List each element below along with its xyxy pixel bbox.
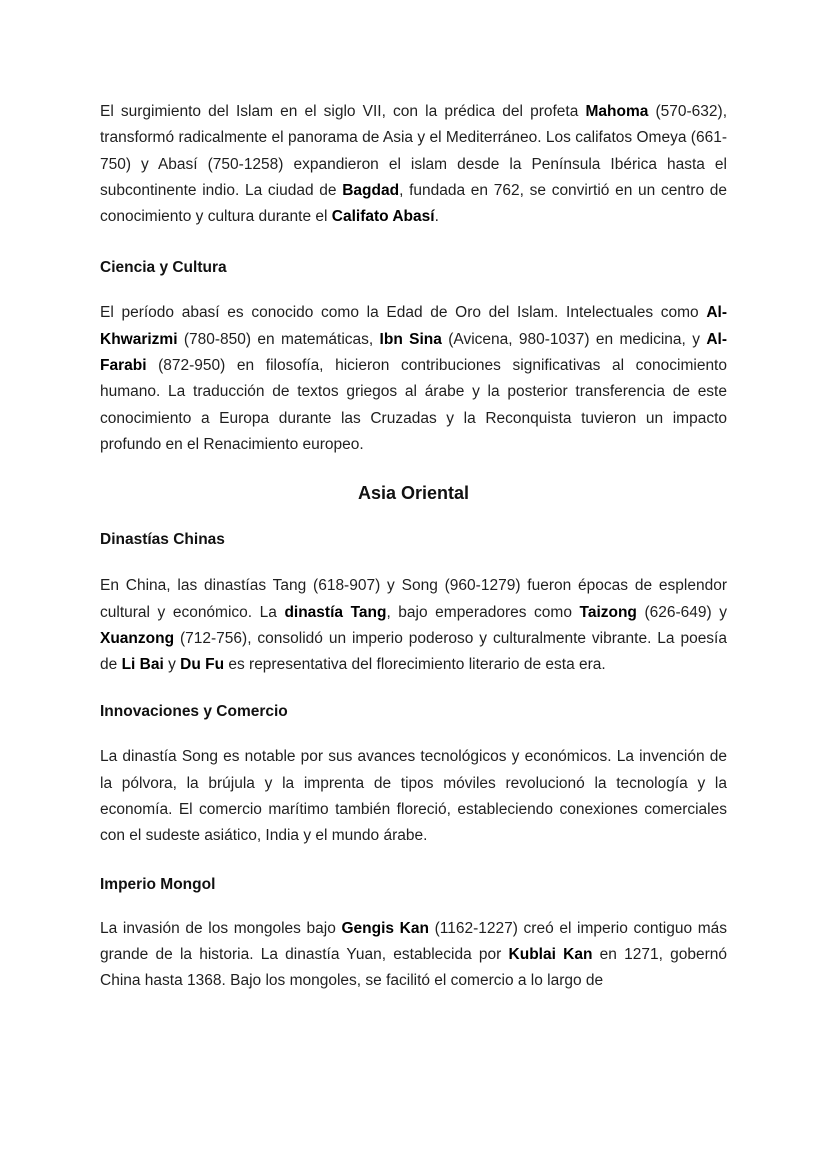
bold-term: Kublai Kan xyxy=(508,945,593,963)
text-run: (1162-1227) creó el imperio contiguo más grande de la historia. La dinastía Yuan, establecida por xyxy=(100,919,728,963)
text-run: (570-632), transformó radicalmente el panorama de Asia y el Mediterráneo. Los califatos Omeya (661-750) y Abasí (750-1258) expandieron el islam desde la Península Ibérica hasta el subcontinente indio. La ciudad de xyxy=(100,103,727,199)
bold-term: Califato Abasí xyxy=(331,208,435,226)
page-content xyxy=(100,97,727,995)
paragraph-innovaciones xyxy=(100,744,727,849)
section-title-asia-oriental: Asia Oriental xyxy=(357,483,470,504)
text-run: (626-649) y xyxy=(636,603,727,621)
paragraph-ciencia xyxy=(100,300,727,458)
paragraph-dinastias xyxy=(100,573,727,678)
text-run: La dinastía Song es notable por sus avances tecnológicos y económicos. La invención de la pólvora, la brújula y la imprenta de tipos móviles revolucionó la tecnología y la economía. El comercio marítimo también floreció, estableciendo conexiones comerciales con el sudeste asiático, India y el mundo árabe. xyxy=(100,748,727,845)
text-run: y xyxy=(163,656,181,674)
text-run: en 1271, gobernó China hasta 1368. Bajo los mongoles, se facilitó el comercio a lo largo de xyxy=(100,945,727,990)
bold-term: Al-Farabi xyxy=(100,330,727,375)
text-run: En China, las dinastías Tang (618-907) y Song (960-1279) fueron épocas de esplendor cultural y económico. La xyxy=(100,577,727,621)
bold-term: Bagdad xyxy=(342,181,400,199)
heading-imperio-mongol: Imperio Mongol xyxy=(100,875,216,893)
paragraph-mongol xyxy=(100,916,727,995)
bold-term: Du Fu xyxy=(180,656,225,674)
text-run: (712-756), consolidó un imperio poderoso y culturalmente vibrante. La poesía de xyxy=(100,629,727,674)
bold-term: Gengis Kan xyxy=(341,919,429,937)
text-run: (872-950) en filosofía, hicieron contribuciones significativas al conocimiento humano. La traducción de textos griegos al árabe y la posterior transferencia de este conocimiento a Europa durante las Cruzadas y la Reconquista tuvieron un impacto profundo en el Renacimiento europeo. xyxy=(100,357,727,453)
bold-term: Mahoma xyxy=(585,103,649,120)
text-run: El período abasí es conocido como la Edad de Oro del Islam. Intelectuales como xyxy=(100,304,707,322)
text-run: . xyxy=(434,208,439,226)
text-run: El surgimiento del Islam en el siglo VII, con la prédica del profeta xyxy=(100,103,586,120)
text-run: es representativa del florecimiento literario de esta era. xyxy=(224,656,606,674)
text-run: (Avicena, 980-1037) en medicina, y xyxy=(441,330,707,348)
heading-dinastias-chinas: Dinastías Chinas xyxy=(100,531,225,549)
bold-term: Taizong xyxy=(579,603,637,621)
bold-term: Xuanzong xyxy=(100,629,175,647)
text-run: (780-850) en matemáticas, xyxy=(177,330,380,348)
bold-term: Al-Khwarizmi xyxy=(100,304,727,348)
heading-ciencia-cultura: Ciencia y Cultura xyxy=(100,259,227,277)
text-run: , bajo emperadores como xyxy=(386,603,580,621)
bold-term: dinastía Tang xyxy=(284,603,387,621)
heading-innovaciones-comercio: Innovaciones y Comercio xyxy=(100,703,288,721)
bold-term: Li Bai xyxy=(121,656,164,674)
text-run: , fundada en 762, se convirtió en un centro de conocimiento y cultura durante el xyxy=(100,181,728,226)
bold-term: Ibn Sina xyxy=(379,330,442,348)
paragraph-islam xyxy=(100,99,727,230)
text-run: La invasión de los mongoles bajo xyxy=(100,919,342,937)
